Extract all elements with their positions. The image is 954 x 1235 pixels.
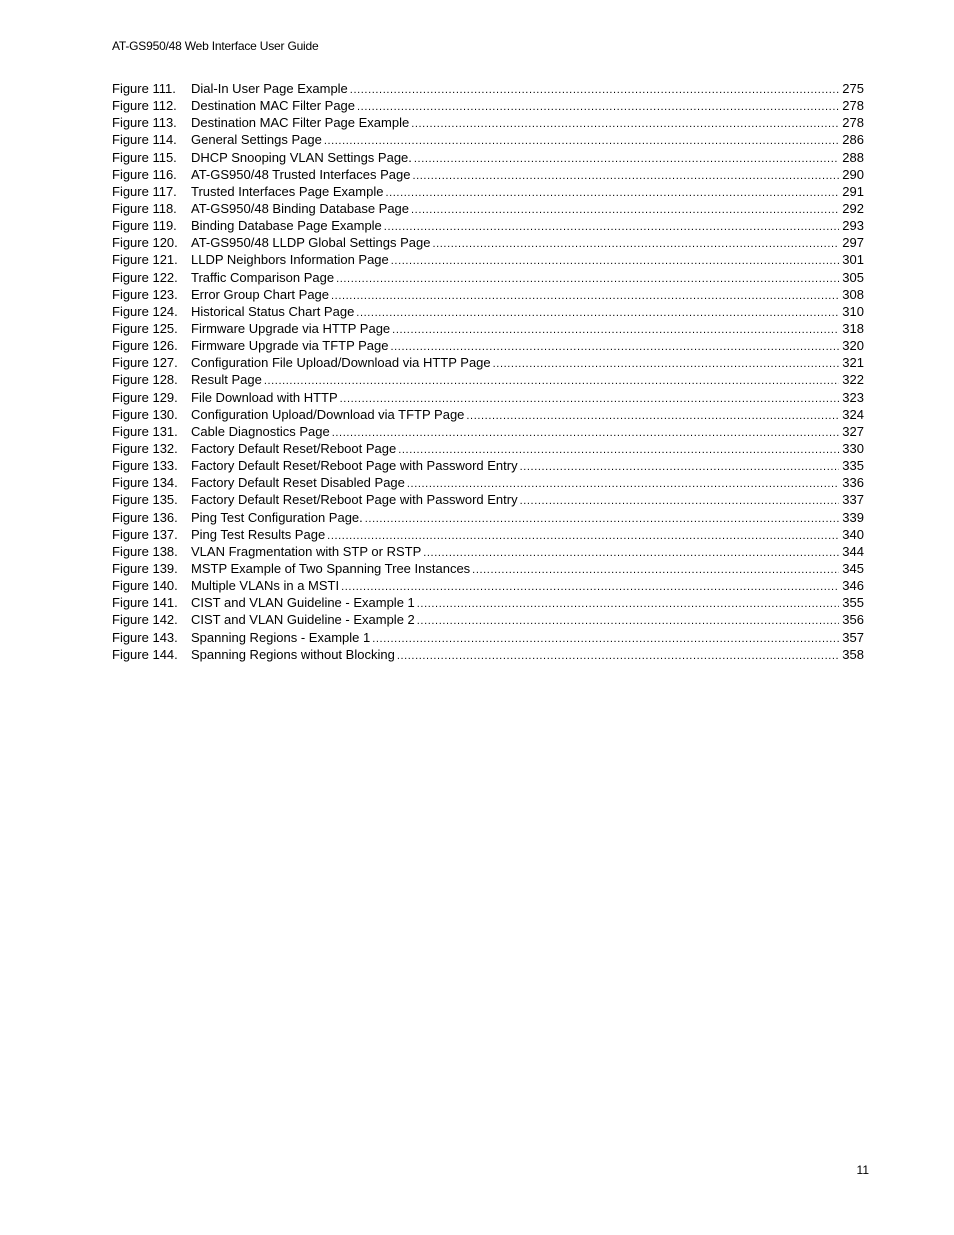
figure-number: Figure 112. <box>112 98 177 114</box>
toc-entry[interactable] <box>112 560 864 577</box>
dot-leader <box>384 219 840 234</box>
page-reference: 356 <box>842 612 864 628</box>
toc-entry[interactable] <box>112 423 864 440</box>
figure-number: Figure 141. <box>112 595 178 611</box>
figure-title: Firmware Upgrade via HTTP Page <box>191 320 391 336</box>
dot-leader <box>411 202 839 217</box>
figure-title: Error Group Chart Page <box>191 286 330 302</box>
figure-number: Figure 137. <box>112 526 178 542</box>
page-reference: 339 <box>842 509 864 525</box>
dot-leader <box>385 185 839 200</box>
toc-entry[interactable] <box>112 389 864 406</box>
figure-title: MSTP Example of Two Spanning Tree Instances <box>191 560 471 576</box>
toc-entry[interactable] <box>112 526 864 543</box>
page-reference: 336 <box>842 475 864 491</box>
figure-title: Binding Database Page Example <box>191 218 382 234</box>
page-reference: 291 <box>842 183 864 199</box>
page-reference: 335 <box>842 458 864 474</box>
page-reference: 297 <box>842 235 864 251</box>
figure-title: Configuration File Upload/Download via HTTP Page <box>191 355 491 371</box>
figure-number: Figure 143. <box>112 629 178 645</box>
toc-entry[interactable] <box>112 200 864 217</box>
figure-title: Destination MAC Filter Page Example <box>191 115 410 131</box>
toc-entry[interactable] <box>112 183 864 200</box>
page-reference: 278 <box>842 98 864 114</box>
toc-entry[interactable] <box>112 320 864 337</box>
figure-number: Figure 135. <box>112 492 178 508</box>
page-reference: 288 <box>842 149 864 165</box>
figure-title: Ping Test Configuration Page. <box>191 509 363 525</box>
dot-leader <box>412 168 839 183</box>
dot-leader <box>432 236 839 251</box>
dot-leader <box>520 493 840 508</box>
dot-leader <box>493 356 840 371</box>
page-reference: 355 <box>842 595 864 611</box>
page-reference: 330 <box>842 440 864 456</box>
dot-leader <box>350 82 840 97</box>
figure-number: Figure 123. <box>112 286 178 302</box>
page-reference: 346 <box>842 578 864 594</box>
figure-title: Spanning Regions - Example 1 <box>191 629 371 645</box>
figure-title: AT-GS950/48 LLDP Global Settings Page <box>191 235 431 251</box>
dot-leader <box>365 511 840 526</box>
dot-leader <box>324 133 839 148</box>
toc-entry[interactable] <box>112 234 864 251</box>
figure-title: Traffic Comparison Page <box>191 269 335 285</box>
figure-title: Dial-In User Page Example <box>191 81 348 96</box>
figure-number: Figure 122. <box>112 269 178 285</box>
dot-leader <box>414 151 839 166</box>
page-reference: 301 <box>842 252 864 268</box>
toc-entry[interactable] <box>112 474 864 491</box>
dot-leader <box>356 305 839 320</box>
figure-number: Figure 134. <box>112 475 178 491</box>
dot-leader <box>331 288 839 303</box>
dot-leader <box>390 339 839 354</box>
figure-number: Figure 132. <box>112 440 178 456</box>
figure-number: Figure 136. <box>112 509 178 525</box>
toc-entry[interactable] <box>112 337 864 354</box>
dot-leader <box>520 459 840 474</box>
figure-title: Factory Default Reset/Reboot Page with Password Entry <box>191 458 518 474</box>
figure-number: Figure 124. <box>112 303 178 319</box>
figure-title: CIST and VLAN Guideline - Example 2 <box>191 612 415 628</box>
dot-leader <box>332 425 840 440</box>
toc-entry[interactable] <box>112 354 864 371</box>
toc-entry[interactable] <box>112 440 864 457</box>
page-reference: 340 <box>842 526 864 542</box>
dot-leader <box>327 528 839 543</box>
figure-number: Figure 144. <box>112 646 178 662</box>
figure-title: Destination MAC Filter Page <box>191 98 356 114</box>
toc-entry[interactable] <box>112 149 864 166</box>
figure-number: Figure 129. <box>112 389 178 405</box>
figure-number: Figure 133. <box>112 458 178 474</box>
page-reference: 278 <box>842 115 864 131</box>
page-reference: 308 <box>842 286 864 302</box>
toc-entry[interactable] <box>112 457 864 474</box>
figure-title: Factory Default Reset/Reboot Page <box>191 440 397 456</box>
dot-leader <box>407 476 839 491</box>
list-of-figures <box>112 80 864 663</box>
figure-number: Figure 119. <box>112 218 177 234</box>
page-reference: 322 <box>842 372 864 388</box>
figure-title: Multiple VLANs in a MSTI <box>191 578 340 594</box>
dot-leader <box>340 391 840 406</box>
page-reference: 337 <box>842 492 864 508</box>
dot-leader <box>397 648 839 663</box>
figure-number: Figure 138. <box>112 543 178 559</box>
toc-entry[interactable] <box>112 166 864 183</box>
figure-title: Ping Test Results Page <box>191 526 326 542</box>
page-number: 11 <box>856 1163 869 1177</box>
dot-leader <box>357 99 839 114</box>
figure-title: Trusted Interfaces Page Example <box>191 183 384 199</box>
toc-entry[interactable] <box>112 611 864 628</box>
figure-title: Factory Default Reset Disabled Page <box>191 475 405 491</box>
figure-number: Figure 128. <box>112 372 178 388</box>
dot-leader <box>472 562 839 577</box>
toc-entry[interactable] <box>112 491 864 508</box>
dot-leader <box>392 322 839 337</box>
figure-number: Figure 118. <box>112 200 177 216</box>
dot-leader <box>398 442 839 457</box>
running-header-title: AT-GS950/48 Web Interface User Guide <box>112 39 319 53</box>
toc-entry[interactable] <box>112 286 864 303</box>
page-reference: 290 <box>842 166 864 182</box>
figure-number: Figure 139. <box>112 560 178 576</box>
figure-number: Figure 126. <box>112 338 178 354</box>
figure-title: Configuration Upload/Download via TFTP Page <box>191 406 465 422</box>
toc-entry[interactable] <box>112 97 864 114</box>
figure-number: Figure 121. <box>112 252 178 268</box>
figure-number: Figure 117. <box>112 183 177 199</box>
toc-entry[interactable] <box>112 646 864 663</box>
page-reference: 358 <box>842 646 864 662</box>
toc-entry[interactable] <box>112 303 864 320</box>
dot-leader <box>417 596 840 611</box>
figure-number: Figure 142. <box>112 612 178 628</box>
figure-number: Figure 111. <box>112 81 176 96</box>
figure-title: Firmware Upgrade via TFTP Page <box>191 338 389 354</box>
toc-entry[interactable] <box>112 629 864 646</box>
figure-title: AT-GS950/48 Binding Database Page <box>191 200 410 216</box>
page-reference: 357 <box>842 629 864 645</box>
dot-leader <box>372 631 839 646</box>
page-reference: 305 <box>842 269 864 285</box>
figure-number: Figure 131. <box>112 423 178 439</box>
dot-leader <box>466 408 839 423</box>
page-reference: 321 <box>842 355 864 371</box>
figure-title: Historical Status Chart Page <box>191 303 355 319</box>
toc-entry[interactable] <box>112 251 864 268</box>
toc-entry[interactable] <box>112 269 864 286</box>
page-reference: 310 <box>842 303 864 319</box>
figure-title: File Download with HTTP <box>191 389 338 405</box>
dot-leader <box>417 613 840 628</box>
figure-number: Figure 125. <box>112 320 178 336</box>
figure-number: Figure 127. <box>112 355 178 371</box>
figure-title: VLAN Fragmentation with STP or RSTP <box>191 543 422 559</box>
toc-entry[interactable] <box>112 131 864 148</box>
figure-title: LLDP Neighbors Information Page <box>191 252 389 268</box>
dot-leader <box>411 116 839 131</box>
page-reference: 327 <box>842 423 864 439</box>
page-reference: 275 <box>842 81 864 96</box>
page-reference: 286 <box>842 132 864 148</box>
toc-entry[interactable] <box>112 509 864 526</box>
toc-entry[interactable] <box>112 80 864 97</box>
figure-title: AT-GS950/48 Trusted Interfaces Page <box>191 166 411 182</box>
dot-leader <box>336 271 839 286</box>
toc-entry[interactable] <box>112 114 864 131</box>
figure-number: Figure 115. <box>112 149 177 165</box>
toc-entry[interactable] <box>112 217 864 234</box>
figure-title: Factory Default Reset/Reboot Page with Password Entry <box>191 492 518 508</box>
page-reference: 320 <box>842 338 864 354</box>
figure-number: Figure 114. <box>112 132 177 148</box>
figure-number: Figure 116. <box>112 166 177 182</box>
figure-title: Cable Diagnostics Page <box>191 423 330 439</box>
dot-leader <box>341 579 839 594</box>
figure-title: Spanning Regions without Blocking <box>191 646 395 662</box>
dot-leader <box>264 373 839 388</box>
figure-title: DHCP Snooping VLAN Settings Page. <box>191 149 412 165</box>
page-reference: 344 <box>842 543 864 559</box>
page-reference: 324 <box>842 406 864 422</box>
figure-title: General Settings Page <box>191 132 322 148</box>
toc-entry[interactable] <box>112 594 864 611</box>
figure-number: Figure 113. <box>112 115 177 131</box>
figure-number: Figure 130. <box>112 406 178 422</box>
toc-entry[interactable] <box>112 371 864 388</box>
page-reference: 345 <box>842 560 864 576</box>
dot-leader <box>391 253 840 268</box>
toc-entry[interactable] <box>112 577 864 594</box>
page-reference: 293 <box>842 218 864 234</box>
page-reference: 318 <box>842 320 864 336</box>
page-reference: 323 <box>842 389 864 405</box>
page-reference: 292 <box>842 200 864 216</box>
figure-title: CIST and VLAN Guideline - Example 1 <box>191 595 415 611</box>
dot-leader <box>423 545 839 560</box>
figure-title: Result Page <box>191 372 262 388</box>
figure-number: Figure 120. <box>112 235 178 251</box>
toc-entry[interactable] <box>112 543 864 560</box>
toc-entry[interactable] <box>112 406 864 423</box>
figure-number: Figure 140. <box>112 578 178 594</box>
